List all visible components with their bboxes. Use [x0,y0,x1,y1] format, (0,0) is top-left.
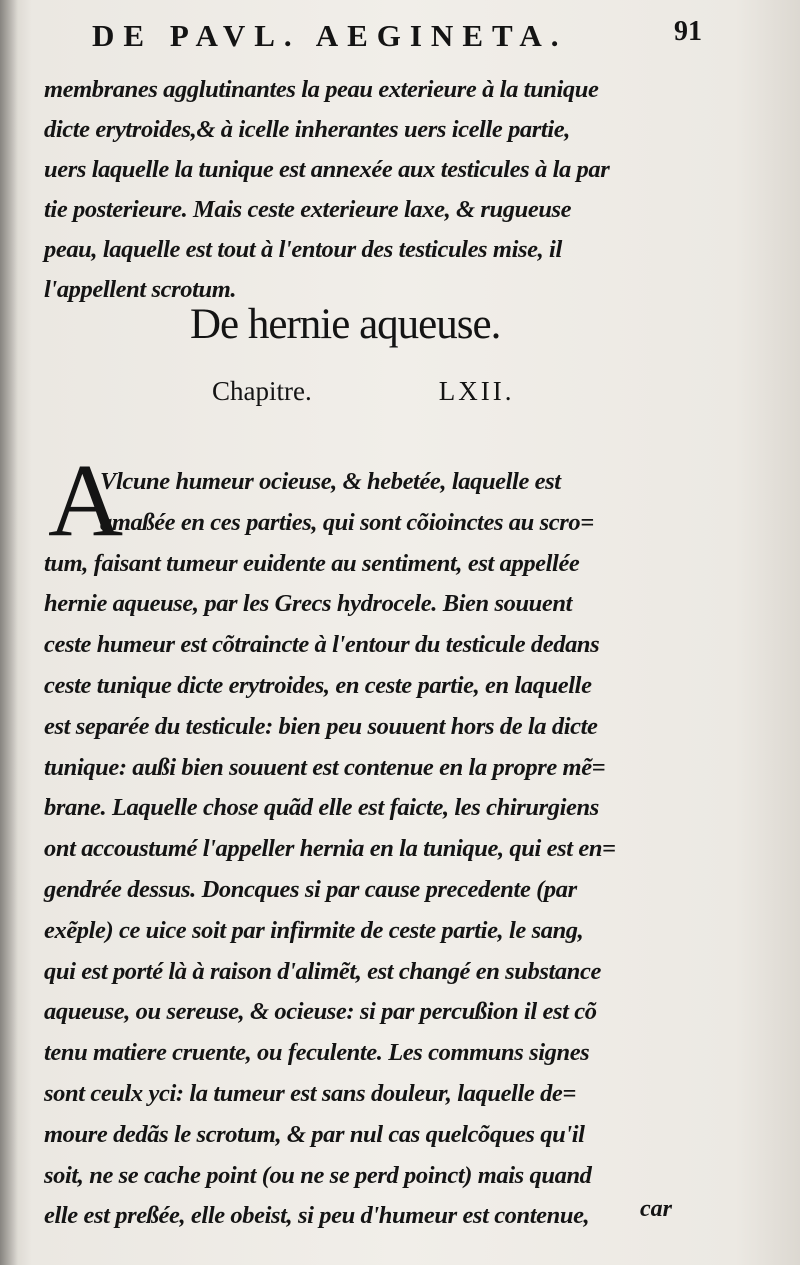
text-line: amaßée en ces parties, qui sont cõioinctes au scro= [100,508,594,536]
text-line: l'appellent scrotum. [44,276,237,303]
text-line: uers laquelle la tunique est annexée aux testicules à la par [44,156,610,183]
running-title: DE PAVL. AEGINETA. [92,18,568,53]
chapter-label: Chapitre. [212,376,312,406]
chapter-heading [212,376,612,407]
text-line: ceste tunique dicte erytroides, en ceste partie, en laquelle [44,671,592,699]
chapter-title: De hernie aqueuse. [190,301,501,348]
spine-shadow [0,0,18,1265]
text-line: aqueuse, ou sereuse, & ocieuse: si par percußion il est cõ [44,998,597,1026]
catchword: car [640,1196,672,1222]
text-line: membranes agglutinantes la peau exterieure à la tunique [44,76,599,103]
text-line: sont ceulx yci: la tumeur est sans douleur, laquelle de= [44,1079,576,1107]
text-line: gendrée dessus. Doncques si par cause precedente (par [44,875,577,903]
text-line: est separée du testicule: bien peu souuent hors de la dicte [44,712,598,740]
text-line: exẽple) ce uice soit par infirmite de ceste partie, le sang, [44,916,584,944]
text-line: ceste humeur est cõtraincte à l'entour du testicule dedans [44,631,600,659]
text-line: elle est preßée, elle obeist, si peu d'humeur est contenue, [44,1202,590,1230]
text-line: Vlcune humeur ocieuse, & hebetée, laquelle est [100,468,561,495]
drop-cap: A [48,443,124,558]
text-line: ont accoustumé l'appeller hernia en la tunique, qui est en= [44,835,616,863]
text-line: dicte erytroides,& à icelle inherantes uers icelle partie, [44,116,570,143]
running-header [92,16,702,60]
chapter-body [44,462,684,1237]
paragraph-continuation [44,70,684,310]
text-line: qui est porté là à raison d'alimẽt, est changé en substance [44,957,601,985]
text-line: tenu matiere cruente, ou feculente. Les communs signes [44,1039,590,1067]
text-line: hernie aqueuse, par les Grecs hydrocele. Bien souuent [44,590,573,618]
text-line: soit, ne se cache point (ou ne se perd poinct) mais quand [44,1161,592,1189]
text-line: moure dedãs le scrotum, & par nul cas quelcõques qu'il [44,1120,585,1148]
text-line: tie posterieure. Mais ceste exterieure laxe, & rugueuse [44,196,572,223]
text-line: brane. Laquelle chose quãd elle est faicte, les chirurgiens [44,794,599,822]
text-line: peau, laquelle est tout à l'entour des testicules mise, il [44,236,562,263]
text-line: tunique: außi bien souuent est contenue en la propre mẽ= [44,753,606,781]
page-number: 91 [674,16,702,47]
text-line: tum, faisant tumeur euidente au sentiment, est appellée [44,549,580,577]
chapter-number: LXII. [438,376,515,406]
